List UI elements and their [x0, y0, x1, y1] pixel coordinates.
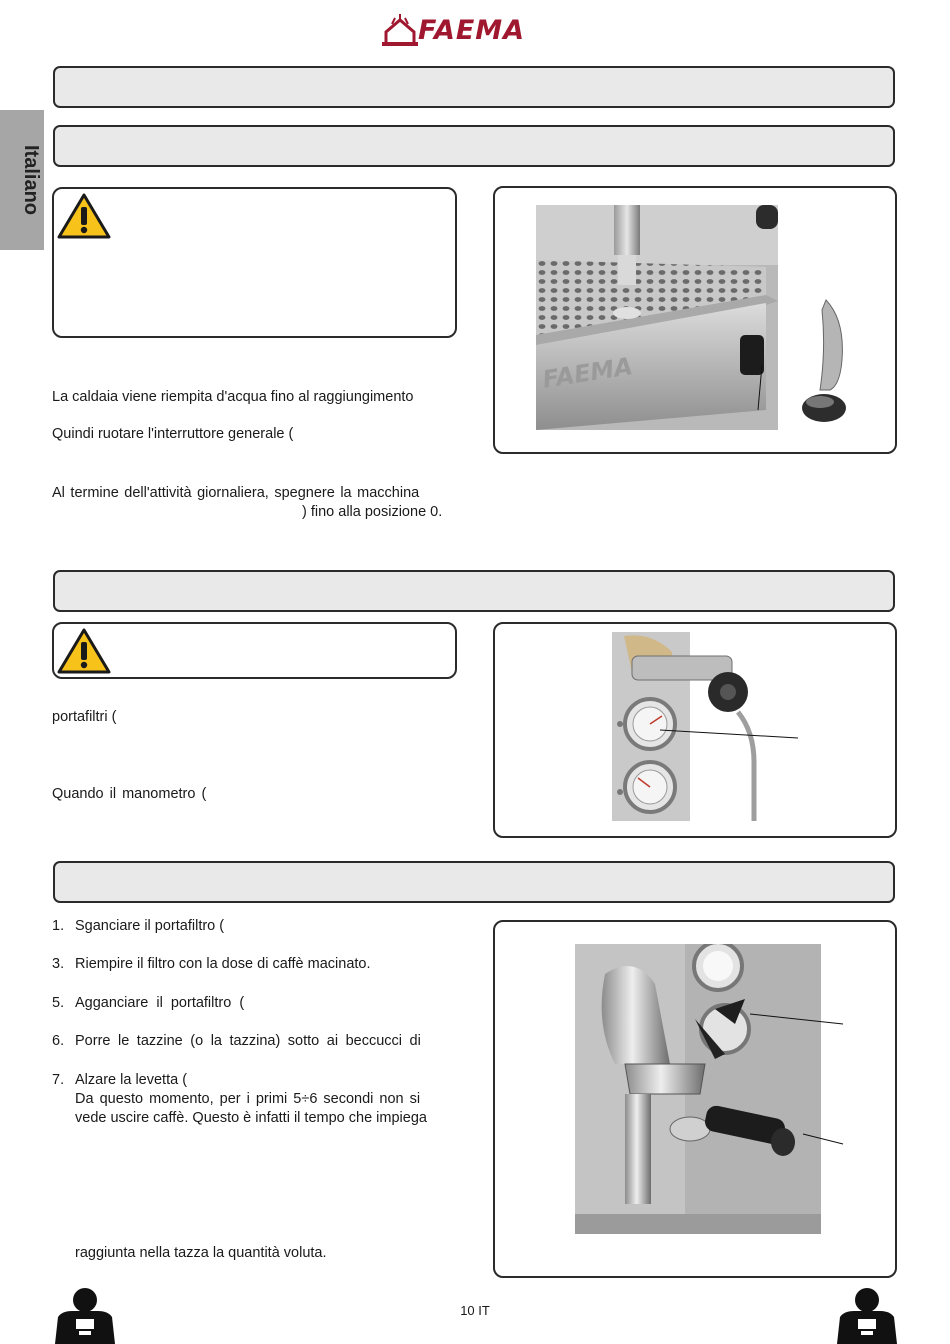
step-number-6: 6.: [52, 1033, 65, 1049]
step-text-3: Riempire il filtro con la dose di caffè macinato.: [75, 956, 371, 972]
svg-text:FAEMA: FAEMA: [540, 352, 635, 394]
crown-logo-icon: [382, 14, 418, 48]
warning-icon: [56, 627, 112, 675]
paragraph-switch-off-line2: ) fino alla posizione 0.: [302, 504, 443, 520]
step-number-1: 1.: [52, 918, 65, 934]
brand-name: FAEMA: [418, 15, 526, 46]
language-label: Italiano: [20, 144, 42, 215]
title-band-1: [53, 66, 895, 108]
paragraph-fill-boiler: La caldaia viene riempita d'acqua fino al raggiungimento: [52, 389, 414, 405]
step-text-7: Alzare la levetta (: [75, 1072, 188, 1088]
manometer-photo: [612, 632, 764, 821]
title-band-2: [53, 125, 895, 167]
paragraph-portafiltri: portafiltri (: [52, 709, 117, 725]
language-tab: [0, 110, 44, 250]
warning-icon: [56, 192, 112, 240]
group-head-callout-lines: [748, 1012, 846, 1147]
warning-box-1: [52, 187, 457, 338]
step-text-1: Sganciare il portafiltro (: [75, 918, 225, 934]
step-text-6: Porre le tazzine (o la tazzina) sotto ai beccucci di: [75, 1033, 421, 1049]
warning-box-2: [52, 622, 457, 679]
paragraph-manometer: Quando il manometro (: [52, 786, 207, 802]
step-7-continuation-1: Da questo momento, per i primi 5÷6 secondi non si: [75, 1091, 421, 1107]
page-number: 10 IT: [460, 1303, 490, 1318]
step-number-3: 3.: [52, 956, 65, 972]
paragraph-switch-off-line1: Al termine dell'attività giornaliera, spegnere la macchina: [52, 485, 420, 501]
paragraph-rotate-switch: Quindi ruotare l'interruttore generale (: [52, 426, 294, 442]
barista-icon: [50, 1287, 120, 1344]
steam-knob-photo: [790, 290, 850, 430]
barista-icon: [832, 1287, 902, 1344]
step-number-5: 5.: [52, 995, 65, 1011]
faema-logo: [382, 14, 568, 48]
title-band-4: [53, 861, 895, 903]
step-number-7: 7.: [52, 1072, 65, 1088]
paragraph-quantity-reached: raggiunta nella tazza la quantità voluta.: [75, 1245, 327, 1261]
title-band-3: [53, 570, 895, 612]
manometer-callout-line: [660, 728, 800, 740]
step-7-continuation-2: vede uscire caffè. Questo è infatti il tempo che impiega: [75, 1110, 427, 1126]
machine-switch-photo: [536, 205, 778, 430]
step-text-5: Agganciare il portafiltro (: [75, 995, 245, 1011]
